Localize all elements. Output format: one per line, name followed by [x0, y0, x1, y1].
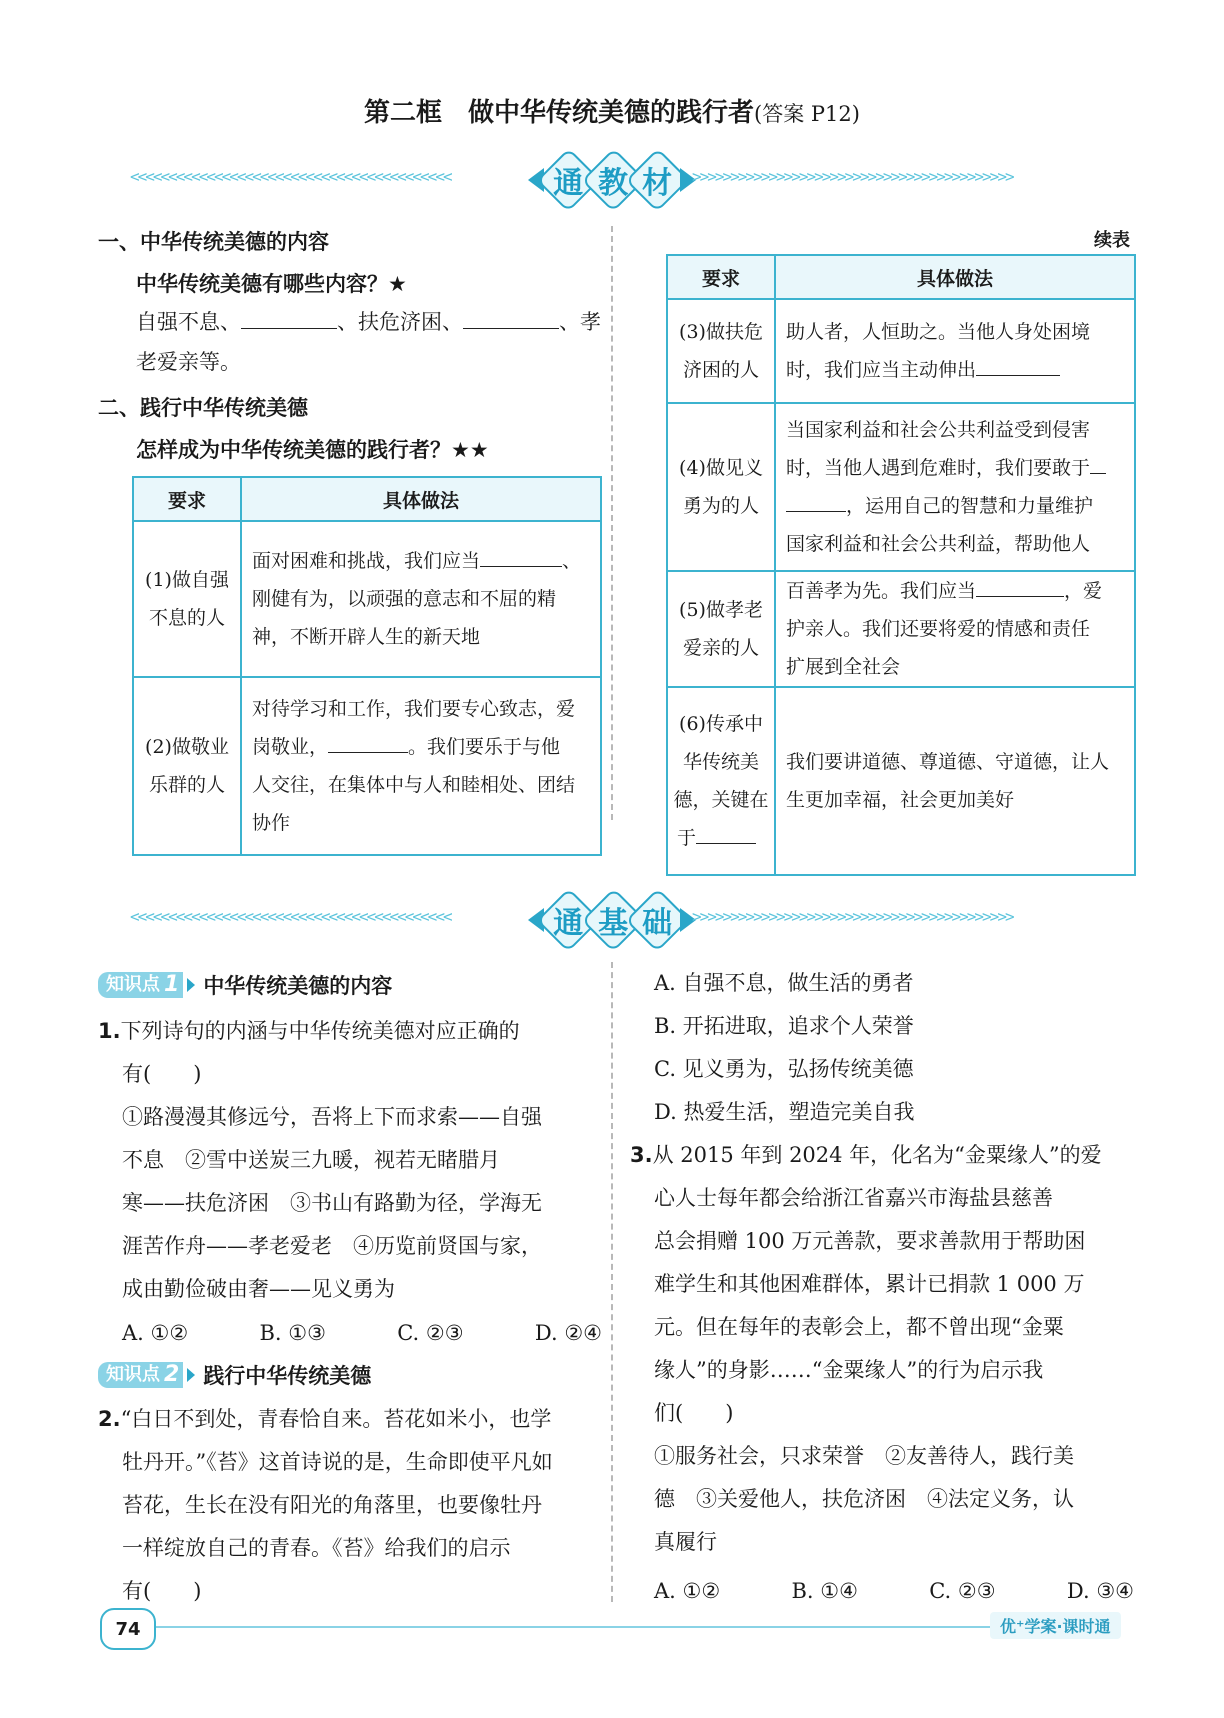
practice-table-left — [132, 476, 602, 856]
table-row — [667, 687, 1135, 875]
table-header: 具体做法 — [241, 477, 601, 521]
knowledge-point-2 — [98, 1360, 371, 1390]
practice-cell: 百善孝为先。我们应当 ，爱 护亲人。我们还要将爱的情感和责任 扩展到全社会 — [775, 571, 1135, 687]
practice-cell: 我们要讲道德、尊道德、守道德，让人 生更加幸福，社会更加美好 — [775, 687, 1135, 875]
option-b[interactable]: B. 开拓进取，追求个人荣誉 — [654, 1014, 914, 1038]
banner-char: 通 — [536, 148, 600, 212]
answer-blank[interactable] — [696, 842, 756, 844]
answer-blank[interactable] — [463, 327, 559, 329]
practice-cell: 对待学习和工作，我们要专心致志，爱 岗敬业， 。我们要乐于与他 人交往，在集体中与人和睦相处、团结 协作 — [241, 677, 601, 855]
column-divider — [611, 962, 613, 1602]
section-heading: 二、践行中华传统美德 — [98, 396, 308, 420]
answer-blank[interactable] — [976, 595, 1064, 597]
content-line: 老爱亲等。 — [136, 350, 241, 374]
answer-reference: (答案 P12) — [754, 102, 860, 126]
question-1: 1.下列诗句的内涵与中华传统美德对应正确的 有( ) ①路漫漫其修远兮，吾将上下而求索——自强 不息 ②雪中送炭三九暖，视若无睹腊月 寒——扶危济困 ③书山有路勤为径，学海无 涯苦作舟——孝老爱老 ④历览前贤国与家， 成由勤俭破由奢——见义勇为 — [98, 1019, 542, 1301]
table-row — [667, 403, 1135, 571]
table-row — [133, 521, 601, 677]
practice-cell: 助人者，人恒助之。当他人身处困境 时，我们应当主动伸出 — [775, 299, 1135, 403]
table-row — [133, 677, 601, 855]
table-row — [667, 571, 1135, 687]
banner-basics — [130, 894, 1094, 944]
kp-tag: 知识点 — [98, 972, 164, 998]
requirement-cell: (2)做敬业 乐群的人 — [133, 677, 241, 855]
option-a[interactable]: A. ①② — [654, 1579, 721, 1603]
answer-blank[interactable] — [786, 510, 846, 512]
table-header: 具体做法 — [775, 255, 1135, 299]
option-a[interactable]: A. ①② — [122, 1321, 189, 1345]
column-divider — [611, 226, 613, 820]
kp-tag: 知识点 — [98, 1362, 164, 1388]
answer-blank[interactable] — [480, 565, 562, 567]
option-a[interactable]: A. 自强不息，做生活的勇者 — [654, 971, 914, 995]
content-line: 自强不息、 、扶危济困、 、孝 — [136, 310, 601, 334]
banner-textbook — [130, 154, 1094, 204]
requirement-cell: (6)传承中 华传统美 德，关键在 于 — [667, 687, 775, 875]
practice-cell: 面对困难和挑战，我们应当 、 刚健有为，以顽强的意志和不屈的精 神，不断开辟人生的新天地 — [241, 521, 601, 677]
table-header: 要求 — [133, 477, 241, 521]
answer-blank[interactable] — [1090, 472, 1106, 474]
table-row — [667, 299, 1135, 403]
footer-line — [150, 1626, 990, 1628]
banner-arrows-right: >>>>>>>>>>>>>>>>>>>>>>>>>>>>>>>>>>>>>>>>>> — [692, 167, 1013, 186]
requirement-cell: (5)做孝老 爱亲的人 — [667, 571, 775, 687]
option-b[interactable]: B. ①③ — [259, 1321, 326, 1345]
brand-logo: 优⁺学案·课时通 — [990, 1612, 1121, 1639]
requirement-cell: (4)做见义 勇为的人 — [667, 403, 775, 571]
answer-blank[interactable] — [328, 751, 408, 753]
section-question: 怎样成为中华传统美德的践行者？★★ — [136, 438, 489, 462]
option-d[interactable]: D. 热爱生活，塑造完美自我 — [654, 1100, 915, 1124]
banner-char: 教 — [581, 148, 645, 212]
answer-blank[interactable] — [241, 327, 337, 329]
kp-number: 1 — [164, 972, 183, 998]
option-d[interactable]: D. ②④ — [534, 1321, 602, 1345]
kp-title: 中华传统美德的内容 — [203, 974, 393, 998]
question-2-options — [654, 962, 914, 1134]
option-c[interactable]: C. 见义勇为，弘扬传统美德 — [654, 1057, 914, 1081]
question-3-options — [654, 1570, 1134, 1613]
option-c[interactable]: C. ②③ — [397, 1321, 464, 1345]
arrow-right-icon — [187, 1368, 195, 1382]
banner-char: 材 — [626, 148, 690, 212]
banner-arrows-right: >>>>>>>>>>>>>>>>>>>>>>>>>>>>>>>>>>>>>>>>>> — [692, 907, 1013, 926]
knowledge-point-1 — [98, 970, 392, 1000]
banner-arrows-left: <<<<<<<<<<<<<<<<<<<<<<<<<<<<<<<<<<<<<<<<<< — [130, 167, 451, 186]
table-header: 要求 — [667, 255, 775, 299]
banner-char: 通 — [536, 888, 600, 952]
answer-blank[interactable] — [976, 374, 1060, 376]
banner-arrows-left: <<<<<<<<<<<<<<<<<<<<<<<<<<<<<<<<<<<<<<<<<< — [130, 907, 451, 926]
title-main: 第二框 做中华传统美德的践行者 — [364, 98, 755, 128]
option-b[interactable]: B. ①④ — [791, 1579, 858, 1603]
banner-char: 基 — [581, 888, 645, 952]
practice-cell: 当国家利益和社会公共利益受到侵害 时，当他人遇到危难时，我们要敢于 ，运用自己的智慧和力量维护 国家利益和社会公共利益，帮助他人 — [775, 403, 1135, 571]
kp-number: 2 — [164, 1362, 183, 1388]
question-2: 2.“白日不到处，青春恰自来。苔花如米小，也学 牡丹开。”《苔》这首诗说的是，生命即使平凡如 苔花，生长在没有阳光的角落里，也要像牡丹 一样绽放自己的青春。《苔》给我们的启示 有( ) — [98, 1407, 553, 1603]
practice-table-right — [666, 254, 1136, 876]
section-heading: 一、中华传统美德的内容 — [98, 230, 329, 254]
page-title — [0, 92, 1224, 129]
requirement-cell: (1)做自强 不息的人 — [133, 521, 241, 677]
continued-label: 续表 — [1094, 230, 1130, 251]
option-c[interactable]: C. ②③ — [929, 1579, 996, 1603]
option-d[interactable]: D. ③④ — [1066, 1579, 1134, 1603]
banner-char: 础 — [626, 888, 690, 952]
page-number: 74 — [100, 1608, 156, 1650]
kp-title: 践行中华传统美德 — [203, 1364, 372, 1388]
requirement-cell: (3)做扶危 济困的人 — [667, 299, 775, 403]
section-question: 中华传统美德有哪些内容？★ — [136, 272, 407, 296]
question-3: 3.从 2015 年到 2024 年，化名为“金粟缘人”的爱 心人士每年都会给浙江省嘉兴市海盐县慈善 总会捐赠 100 万元善款，要求善款用于帮助困 难学生和其他困难群体，累计已捐款 1 000 万 元。但在每年的表彰会上，都不曾出现“金粟 缘人”的身影……“金粟缘人”的行为启示我 们( ) ①服务社会，只求荣誉 ②友善待人，践行美 德 ③关爱他人，扶危济困 ④法定义务，认 真履行 — [630, 1143, 1102, 1554]
arrow-right-icon — [187, 978, 195, 992]
question-1-options — [122, 1312, 602, 1355]
